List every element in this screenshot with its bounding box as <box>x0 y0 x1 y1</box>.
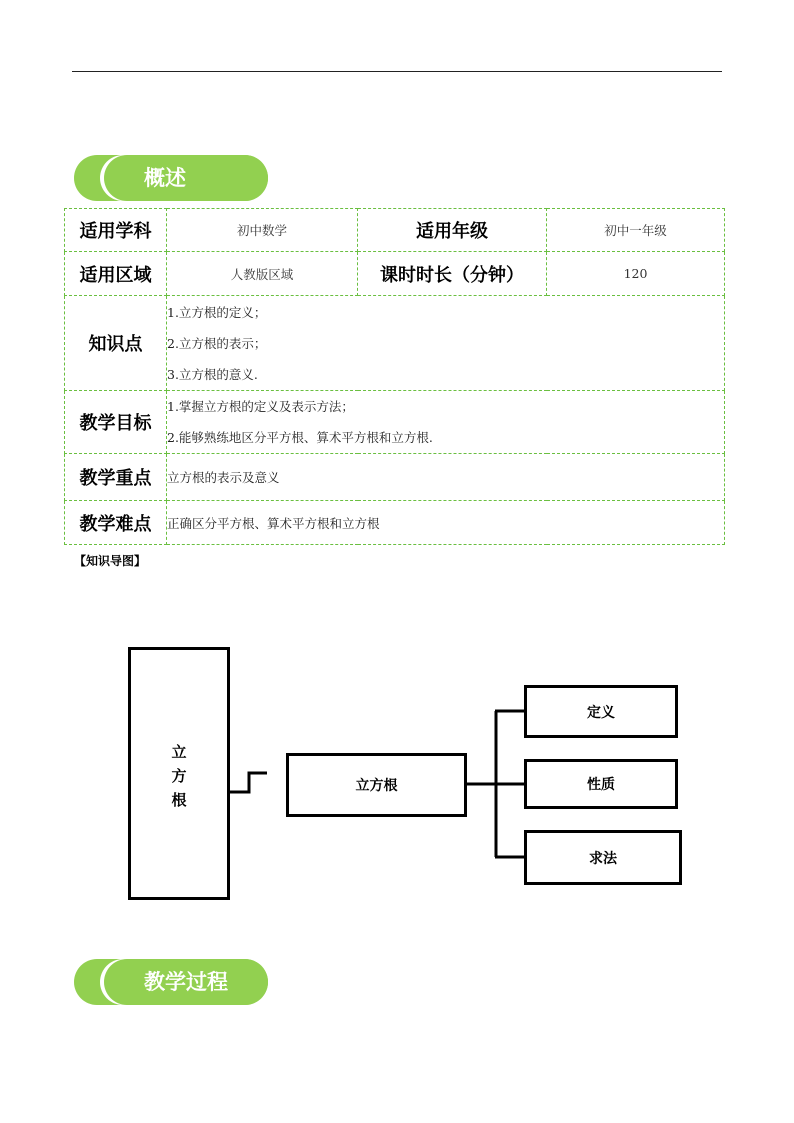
table-row <box>65 501 725 545</box>
goals-header: 教学目标 <box>65 391 167 454</box>
duration-value: 120 <box>547 252 725 296</box>
branch-label: 求法 <box>589 850 617 867</box>
list-item: 1.立方根的定义； <box>167 304 267 320</box>
root-connector <box>230 773 267 792</box>
table-row <box>65 296 725 391</box>
header-rule <box>72 71 722 72</box>
map-branch-method <box>524 830 682 885</box>
pill-inner <box>104 155 268 201</box>
difficulties-header: 教学难点 <box>65 501 167 545</box>
list-item: 2.能够熟练地区分平方根、算术平方根和立方根. <box>167 430 433 445</box>
map-root-text: 立 方 根 <box>171 743 187 809</box>
table-row <box>65 209 725 252</box>
branch-label: 性质 <box>587 777 615 793</box>
subject-value: 初中数学 <box>167 209 358 252</box>
knowledge-map-label: 【知识导图】 <box>74 554 147 568</box>
map-branch-definition <box>524 685 678 738</box>
region-value: 人教版区域 <box>167 252 358 296</box>
section-title: 概述 <box>144 166 186 190</box>
goals-content <box>167 391 725 454</box>
duration-header: 课时时长（分钟） <box>358 252 547 296</box>
list-item: 3.立方根的意义. <box>167 366 258 382</box>
section-header-process <box>74 959 268 1005</box>
key-points-header: 教学重点 <box>65 454 167 501</box>
map-branch-property <box>524 759 678 809</box>
table-row <box>65 454 725 501</box>
region-header: 适用区域 <box>65 252 167 296</box>
list-item: 1.掌握立方根的定义及表示方法； <box>167 399 354 414</box>
difficulties-content: 正确区分平方根、算术平方根和立方根 <box>167 501 725 545</box>
map-center-label: 立方根 <box>355 778 398 794</box>
grade-value: 初中一年级 <box>547 209 725 252</box>
branch-label: 定义 <box>587 704 615 721</box>
table-row <box>65 252 725 296</box>
map-center-box <box>286 753 467 817</box>
list-item: 2.立方根的表示； <box>167 335 267 351</box>
map-root-box <box>128 647 230 900</box>
grade-header: 适用年级 <box>358 209 547 252</box>
section-header-overview <box>74 155 268 201</box>
table-row <box>65 391 725 454</box>
section-title: 教学过程 <box>144 970 228 994</box>
knowledge-content <box>167 296 725 391</box>
overview-table <box>64 208 725 545</box>
subject-header: 适用学科 <box>65 209 167 252</box>
key-points-content: 立方根的表示及意义 <box>167 454 725 501</box>
knowledge-header: 知识点 <box>65 296 167 391</box>
